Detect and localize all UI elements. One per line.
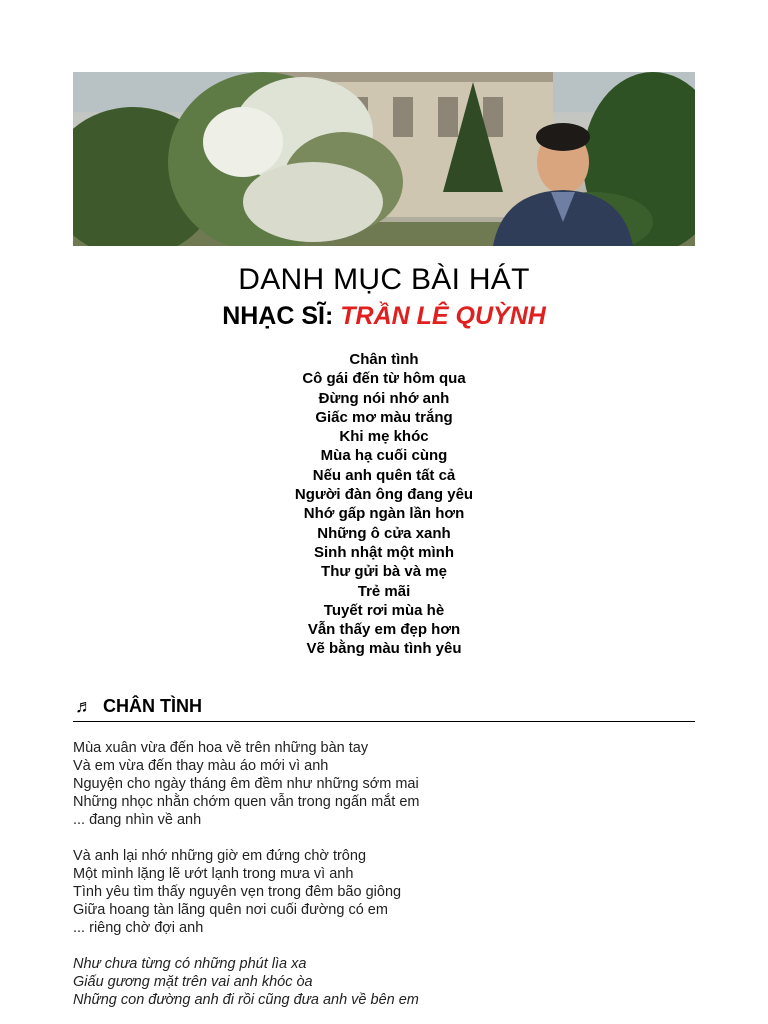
song-item: Nếu anh quên tất cả [312, 466, 456, 484]
garden-photo-illustration [73, 72, 695, 246]
song-item: Sinh nhật một mình [314, 543, 454, 561]
composer-name: TRẦN LÊ QUỲNH [340, 302, 546, 330]
lyric-line: ... riêng chờ đợi anh [73, 920, 204, 936]
section-title: CHÂN TÌNH [103, 696, 202, 716]
lyric-line: Và em vừa đến thay màu áo mới vì anh [73, 758, 329, 774]
song-item: Những ô cửa xanh [317, 524, 451, 542]
composer-label: NHẠC SĨ: [222, 302, 341, 330]
song-item: Vẫn thấy em đẹp hơn [307, 621, 461, 639]
lyric-line: Những nhọc nhằn chớm quen vẫn trong ngấn mắt em [73, 794, 420, 810]
lyric-line: Nguyện cho ngày tháng êm đềm như những sớm mai [73, 776, 419, 792]
stanza-gap [73, 937, 713, 955]
lyric-line: Và anh lại nhớ những giờ em đứng chờ trông [73, 848, 367, 864]
section-heading [73, 694, 695, 722]
lyric-line: Tình yêu tìm thấy nguyên vẹn trong đêm bão giông [73, 884, 402, 900]
song-item: Giấc mơ màu trắng [315, 408, 453, 426]
page-title: DANH MỤC BÀI HÁT [238, 263, 530, 296]
lyric-line: Giữa hoang tàn lãng quên nơi cuối đường có em [73, 902, 388, 918]
song-item: Cô gái đến từ hôm qua [302, 370, 466, 388]
song-item: Đừng nói nhớ anh [318, 389, 450, 407]
lyrics-body [73, 739, 713, 1009]
composer-line [0, 300, 768, 332]
song-item: Tuyết rơi mùa hè [323, 601, 445, 619]
song-item: Người đàn ông đang yêu [294, 486, 474, 504]
chorus-line: Những con đường anh đi rồi cũng đưa anh về bên em [73, 992, 419, 1008]
lyric-line: Một mình lặng lẽ ướt lạnh trong mưa vì anh [73, 866, 354, 882]
lyric-line: Mùa xuân vừa đến hoa về trên những bàn tay [73, 740, 369, 756]
music-note-icon: ♬ [75, 696, 93, 716]
song-item: Mùa hạ cuối cùng [320, 447, 448, 465]
song-item: Trẻ mãi [357, 582, 411, 600]
song-item: Thư gửi bà và mẹ [321, 563, 447, 581]
header-photo [73, 72, 695, 246]
song-list [0, 350, 768, 659]
stanza-gap [73, 829, 713, 847]
song-item: Nhớ gấp ngàn lần hơn [303, 505, 465, 523]
chorus-line: Như chưa từng có những phút lìa xa [73, 956, 307, 972]
lyric-line: ... đang nhìn về anh [73, 812, 202, 828]
song-item: Vẽ bằng màu tình yêu [306, 640, 462, 658]
song-item: Khi mẹ khóc [339, 428, 429, 446]
song-item: Chân tình [349, 351, 419, 368]
chorus-line: Giấu gương mặt trên vai anh khóc òa [73, 974, 313, 990]
